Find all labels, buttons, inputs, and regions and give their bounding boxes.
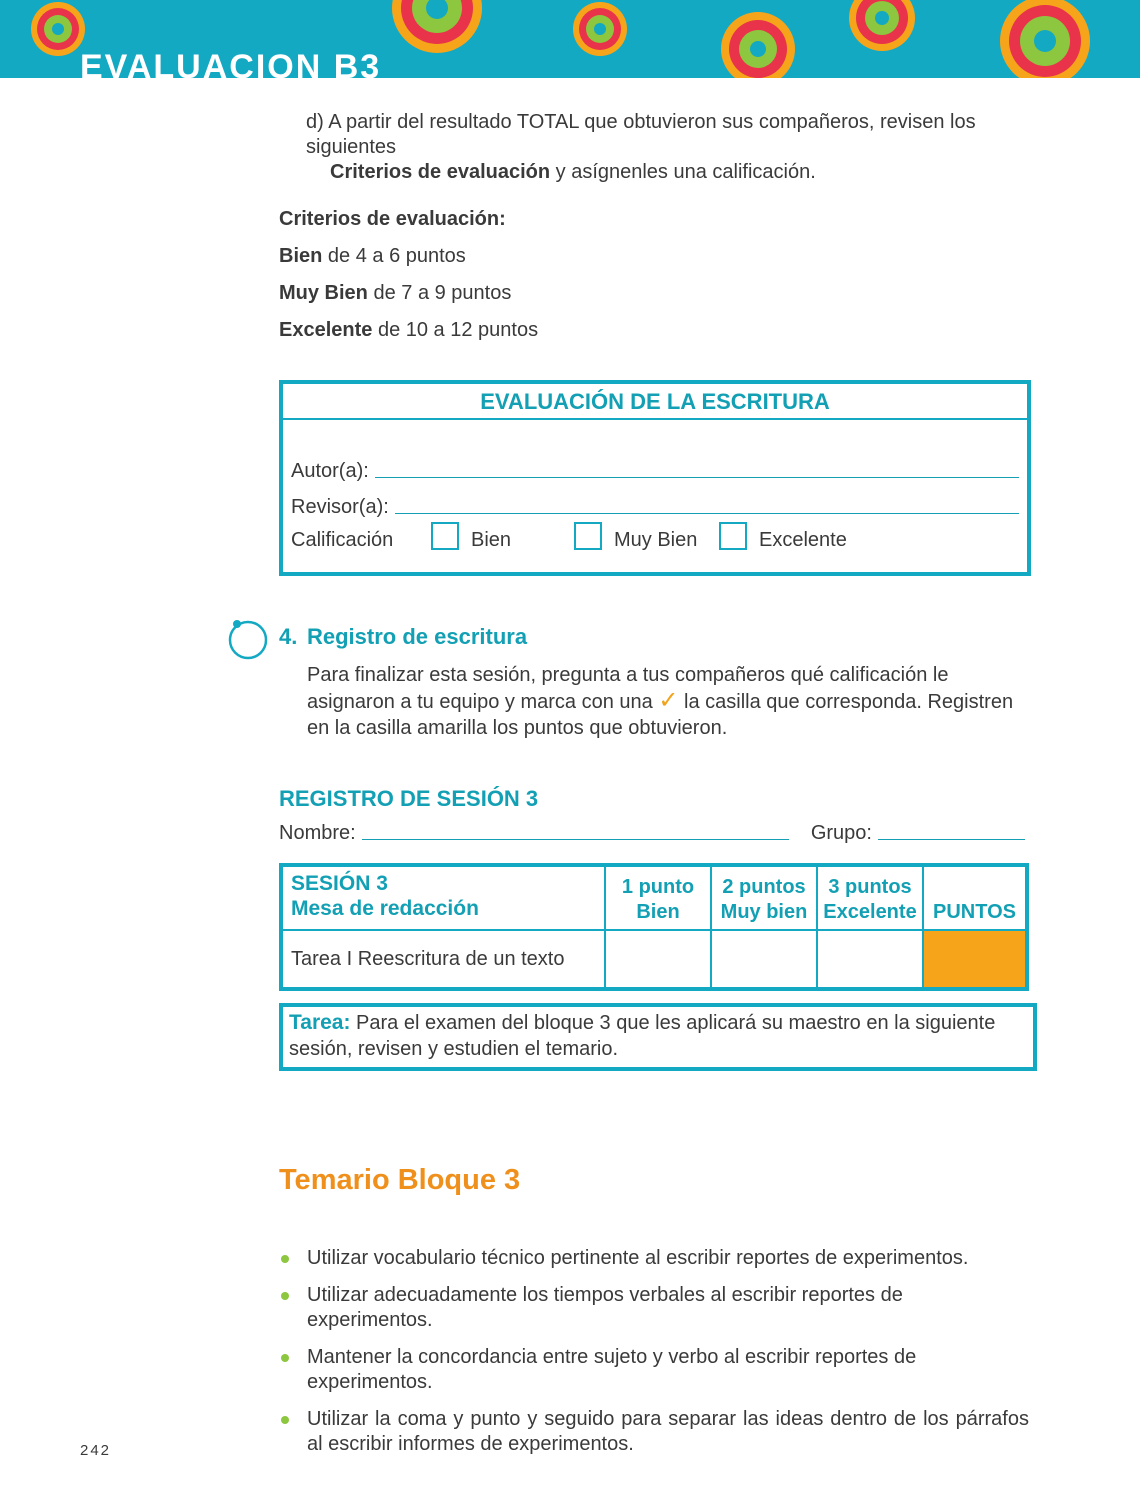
instruction-suffix: y asígnenles una calificación. <box>550 161 816 183</box>
criteria-item: Excelente de 10 a 12 puntos <box>279 319 539 341</box>
table-header-puntos: PUNTOS <box>923 865 1027 930</box>
bullet-icon <box>281 1255 289 1263</box>
table-header: 1 punto Bien <box>605 865 711 930</box>
list-item: Utilizar vocabulario técnico pertinente al escribir reportes de experimentos. <box>279 1246 1029 1271</box>
instruction-bold: Criterios de evaluación <box>330 161 551 183</box>
revisor-row <box>291 496 1019 519</box>
cell-1-punto[interactable] <box>605 930 711 989</box>
nombre-label: Nombre: <box>279 822 356 844</box>
list-item: Mantener la concordancia entre sujeto y verbo al escribir reportes de experimentos. <box>279 1345 1029 1395</box>
ring-icon <box>226 616 270 662</box>
instruction-d <box>306 110 1036 185</box>
autor-label: Autor(a): <box>291 460 369 482</box>
section-4-heading <box>279 624 527 650</box>
option-excelente-label: Excelente <box>759 528 847 551</box>
circle-decoration <box>1000 0 1090 78</box>
list-item: Utilizar la coma y punto y seguido para separar las ideas dentro de los párrafos al escribir informes de experimentos. <box>279 1407 1029 1457</box>
criteria-item: Bien de 4 a 6 puntos <box>279 245 466 267</box>
grupo-label: Grupo: <box>810 822 872 844</box>
section-4-body: Para finalizar esta sesión, pregunta a tus compañeros qué calificación le asignaron a tu equipo y marca con una ✓ la casilla que corresponda. Registren en la casilla amarilla los puntos que obtuvieron. <box>307 664 1014 739</box>
bullet-icon <box>281 1292 289 1300</box>
list-item: Utilizar adecuadamente los tiempos verbales al escribir reportes de experimentos. <box>279 1283 1029 1333</box>
autor-field[interactable] <box>375 477 1019 478</box>
temario-title: Temario Bloque 3 <box>279 1164 521 1196</box>
option-bien-label: Bien <box>471 528 512 551</box>
tarea-label: Tarea: <box>289 1011 351 1034</box>
header-band <box>0 0 1140 78</box>
page-header-title: EVALUACION B3 <box>80 48 382 78</box>
calificacion-row <box>291 526 847 554</box>
cell-2-puntos[interactable] <box>711 930 817 989</box>
bullet-icon <box>281 1354 289 1362</box>
criteria-list <box>279 206 538 354</box>
page-number: 242 <box>80 1442 112 1459</box>
table-row <box>281 930 1027 989</box>
table-header: 3 puntos Excelente <box>817 865 923 930</box>
instruction-prefix: d) A partir del resultado TOTAL que obtuvieron sus compañeros, revisen los siguientes <box>306 111 976 158</box>
criteria-heading: Criterios de evaluación: <box>279 208 506 230</box>
option-muy-bien-label: Muy Bien <box>614 528 698 551</box>
checkbox-muy-bien[interactable] <box>574 522 602 550</box>
autor-row <box>291 460 1019 483</box>
table-header: SESIÓN 3 Mesa de redacción <box>281 865 605 930</box>
evaluation-box-title: EVALUACIÓN DE LA ESCRITURA <box>283 384 1027 420</box>
circle-decoration <box>849 0 915 51</box>
grupo-field[interactable] <box>878 839 1025 840</box>
nombre-grupo-row <box>279 822 1025 845</box>
revisor-label: Revisor(a): <box>291 496 389 518</box>
section-title: Registro de escritura <box>307 624 528 649</box>
circle-decoration <box>31 2 85 56</box>
checkbox-bien[interactable] <box>431 522 459 550</box>
criteria-item: Muy Bien de 7 a 9 puntos <box>279 282 512 304</box>
section-number: 4. <box>279 624 298 649</box>
instruction-text <box>306 110 1036 160</box>
registro-table <box>279 863 1029 991</box>
check-icon: ✓ <box>658 687 679 714</box>
instruction-text-cont <box>306 160 1036 185</box>
cell-3-puntos[interactable] <box>817 930 923 989</box>
temario-list <box>279 1246 1029 1469</box>
table-header-row <box>281 865 1027 930</box>
circle-decoration <box>573 2 627 56</box>
circle-decoration <box>721 12 795 78</box>
registro-title: REGISTRO DE SESIÓN 3 <box>279 786 539 811</box>
evaluation-box <box>279 380 1031 576</box>
bullet-icon <box>281 1416 289 1424</box>
cell-puntos[interactable] <box>923 930 1027 989</box>
nombre-field[interactable] <box>362 839 789 840</box>
revisor-field[interactable] <box>395 513 1019 514</box>
table-header: 2 puntos Muy bien <box>711 865 817 930</box>
checkbox-excelente[interactable] <box>719 522 747 550</box>
tarea-box <box>279 1003 1037 1071</box>
calificacion-label: Calificación <box>291 528 394 551</box>
circle-decoration <box>392 0 482 53</box>
tarea-text: Para el examen del bloque 3 que les aplicará su maestro en la siguiente sesión, revisen y estudien el temario. <box>289 1012 996 1060</box>
table-row-label: Tarea I Reescritura de un texto <box>281 930 605 989</box>
